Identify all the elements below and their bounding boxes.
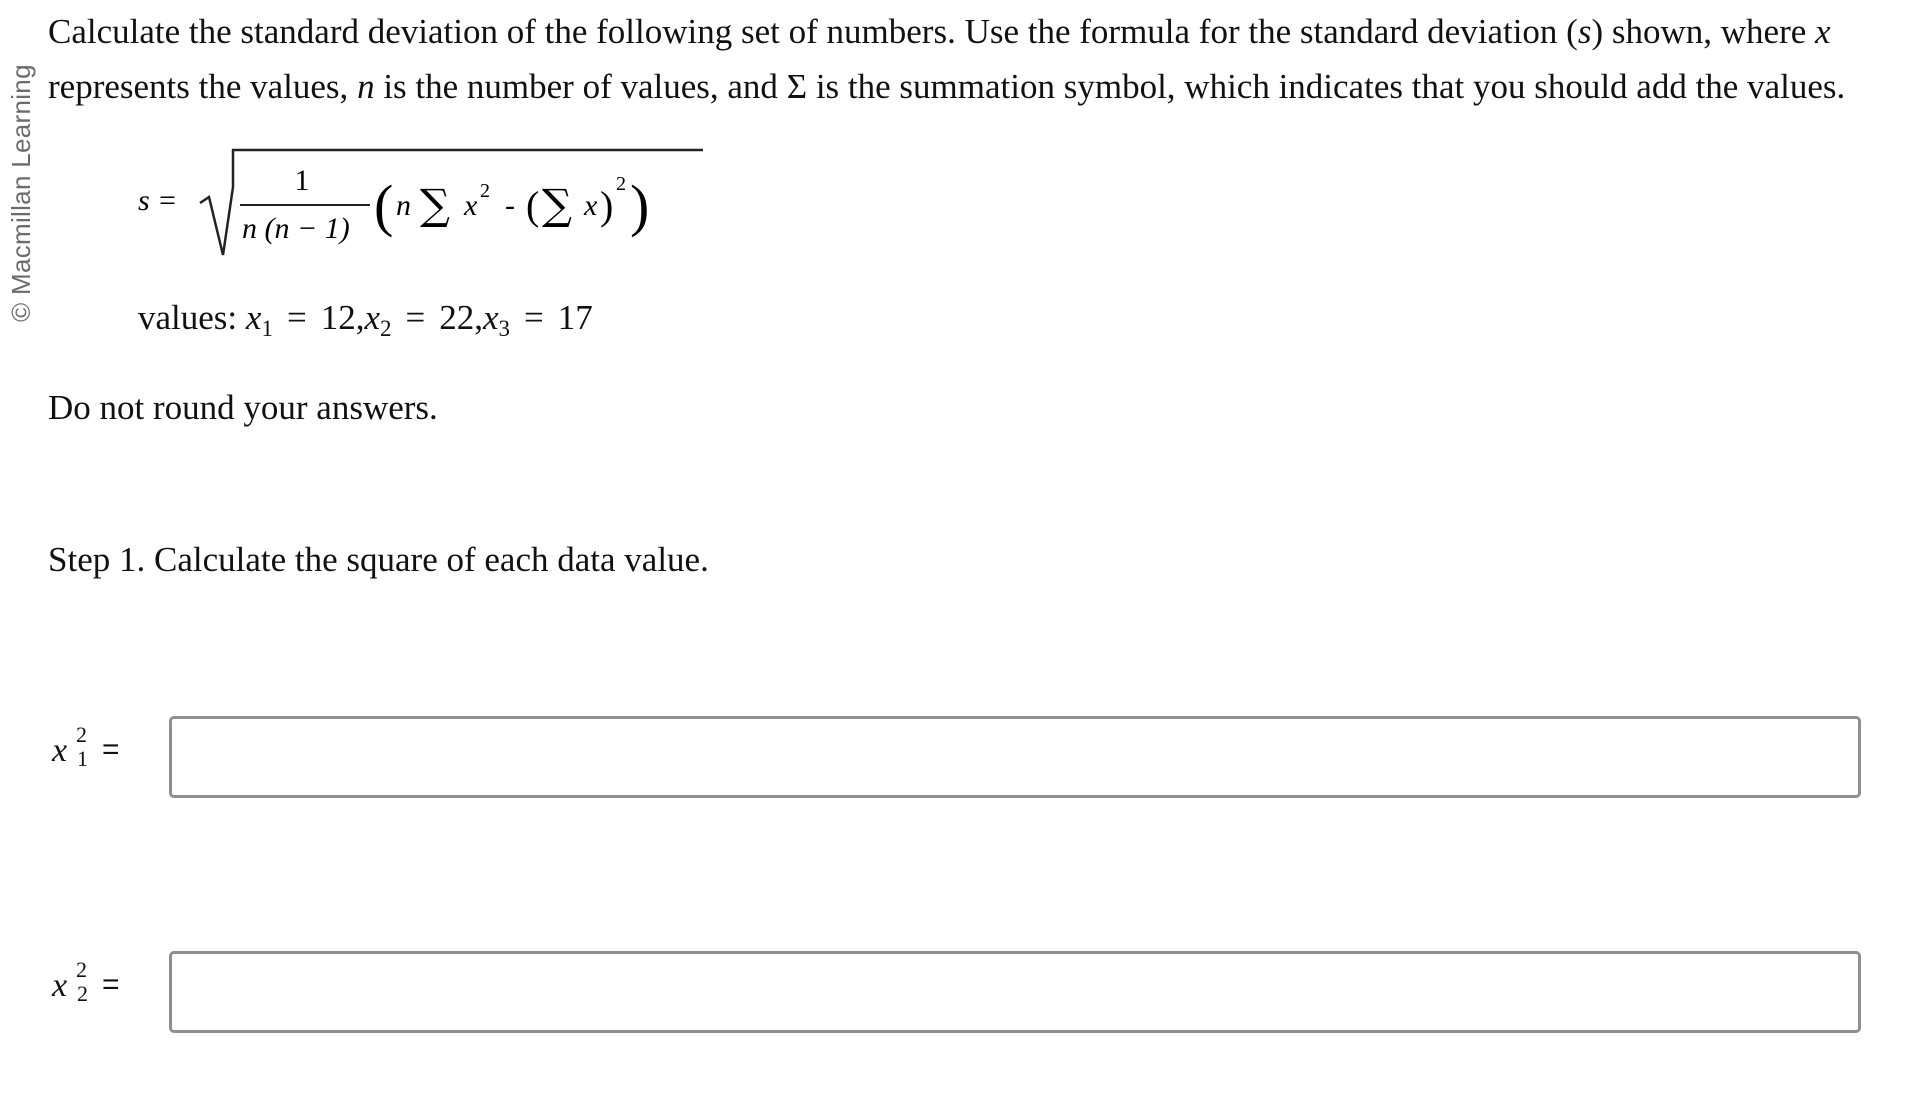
answer-subscript: 1 <box>77 746 88 771</box>
value-number: 17 <box>557 298 593 337</box>
problem-prompt <box>48 4 1908 114</box>
standard-deviation-formula <box>130 115 730 275</box>
fraction-numerator: 1 <box>294 164 310 197</box>
close-paren-inner: ) <box>600 183 614 228</box>
values-label: values: <box>138 298 238 337</box>
values-line <box>138 298 593 342</box>
sigma-2: ∑ <box>542 180 572 229</box>
prompt-text-4: is the number of values, and <box>374 67 787 106</box>
prompt-text-5: is the summation symbol, which indicates that you should add the values. <box>807 67 1846 106</box>
open-paren: ( <box>374 173 394 238</box>
value-var: x <box>482 298 499 337</box>
answer-row-x1-squared <box>52 716 1872 802</box>
formula-x-1: x <box>464 189 478 222</box>
answer-row-x2-squared <box>52 951 1872 1037</box>
rounding-note: Do not round your answers. <box>48 388 438 427</box>
sigma-1: ∑ <box>420 180 450 229</box>
answer-var: x <box>52 967 68 1004</box>
value-number: 22 <box>439 298 475 337</box>
minus-sign: - <box>505 189 515 222</box>
answer-input-x2-squared[interactable] <box>169 951 1861 1033</box>
answer-equals: = <box>102 733 120 766</box>
sigma-symbol: Σ <box>786 67 808 106</box>
watermark-text: © Macmillan Learning <box>6 64 36 322</box>
step-1-heading: Step 1. Calculate the square of each data value. <box>48 540 709 579</box>
value-separator: , <box>474 298 483 337</box>
n-symbol: n <box>357 67 375 106</box>
s-symbol: s <box>1577 12 1592 51</box>
value-item-1 <box>245 298 365 341</box>
open-paren-inner: ( <box>526 183 540 228</box>
value-item-2 <box>364 298 483 341</box>
value-subscript: 2 <box>379 316 392 341</box>
value-equals: = <box>405 298 426 337</box>
exponent-2: 2 <box>616 173 626 195</box>
answer-input-x1-squared[interactable] <box>169 716 1861 798</box>
value-separator: , <box>355 298 365 337</box>
value-equals: = <box>286 298 307 337</box>
answer-label-x2-squared <box>52 957 142 1027</box>
value-subscript: 1 <box>261 316 273 341</box>
exponent-1: 2 <box>480 180 490 202</box>
value-number: 12 <box>320 298 356 337</box>
formula-svg <box>130 115 730 275</box>
prompt-text-3: represents the values, <box>48 67 358 106</box>
close-paren: ) <box>630 173 650 238</box>
formula-x-2: x <box>584 189 598 222</box>
x-symbol: x <box>1815 12 1831 51</box>
fraction-denominator: n (n − 1) <box>242 212 350 245</box>
answer-subscript: 2 <box>77 981 88 1006</box>
formula-n: n <box>396 189 411 222</box>
value-equals: = <box>524 298 544 337</box>
prompt-text-2: ) shown, where <box>1591 12 1816 51</box>
value-var: x <box>245 298 262 337</box>
formula-lhs: s = <box>138 184 178 217</box>
copyright-watermark <box>6 64 36 612</box>
value-var: x <box>364 298 380 337</box>
answer-var: x <box>52 732 68 769</box>
answer-superscript: 2 <box>76 722 87 747</box>
answer-superscript: 2 <box>76 957 87 982</box>
prompt-text-1: Calculate the standard deviation of the following set of numbers. Use the formula for the standard deviation ( <box>48 12 1578 51</box>
answer-label-x1-squared <box>52 722 142 792</box>
answer-equals: = <box>102 968 120 1001</box>
value-subscript: 3 <box>498 316 511 341</box>
value-item-3 <box>482 298 593 341</box>
